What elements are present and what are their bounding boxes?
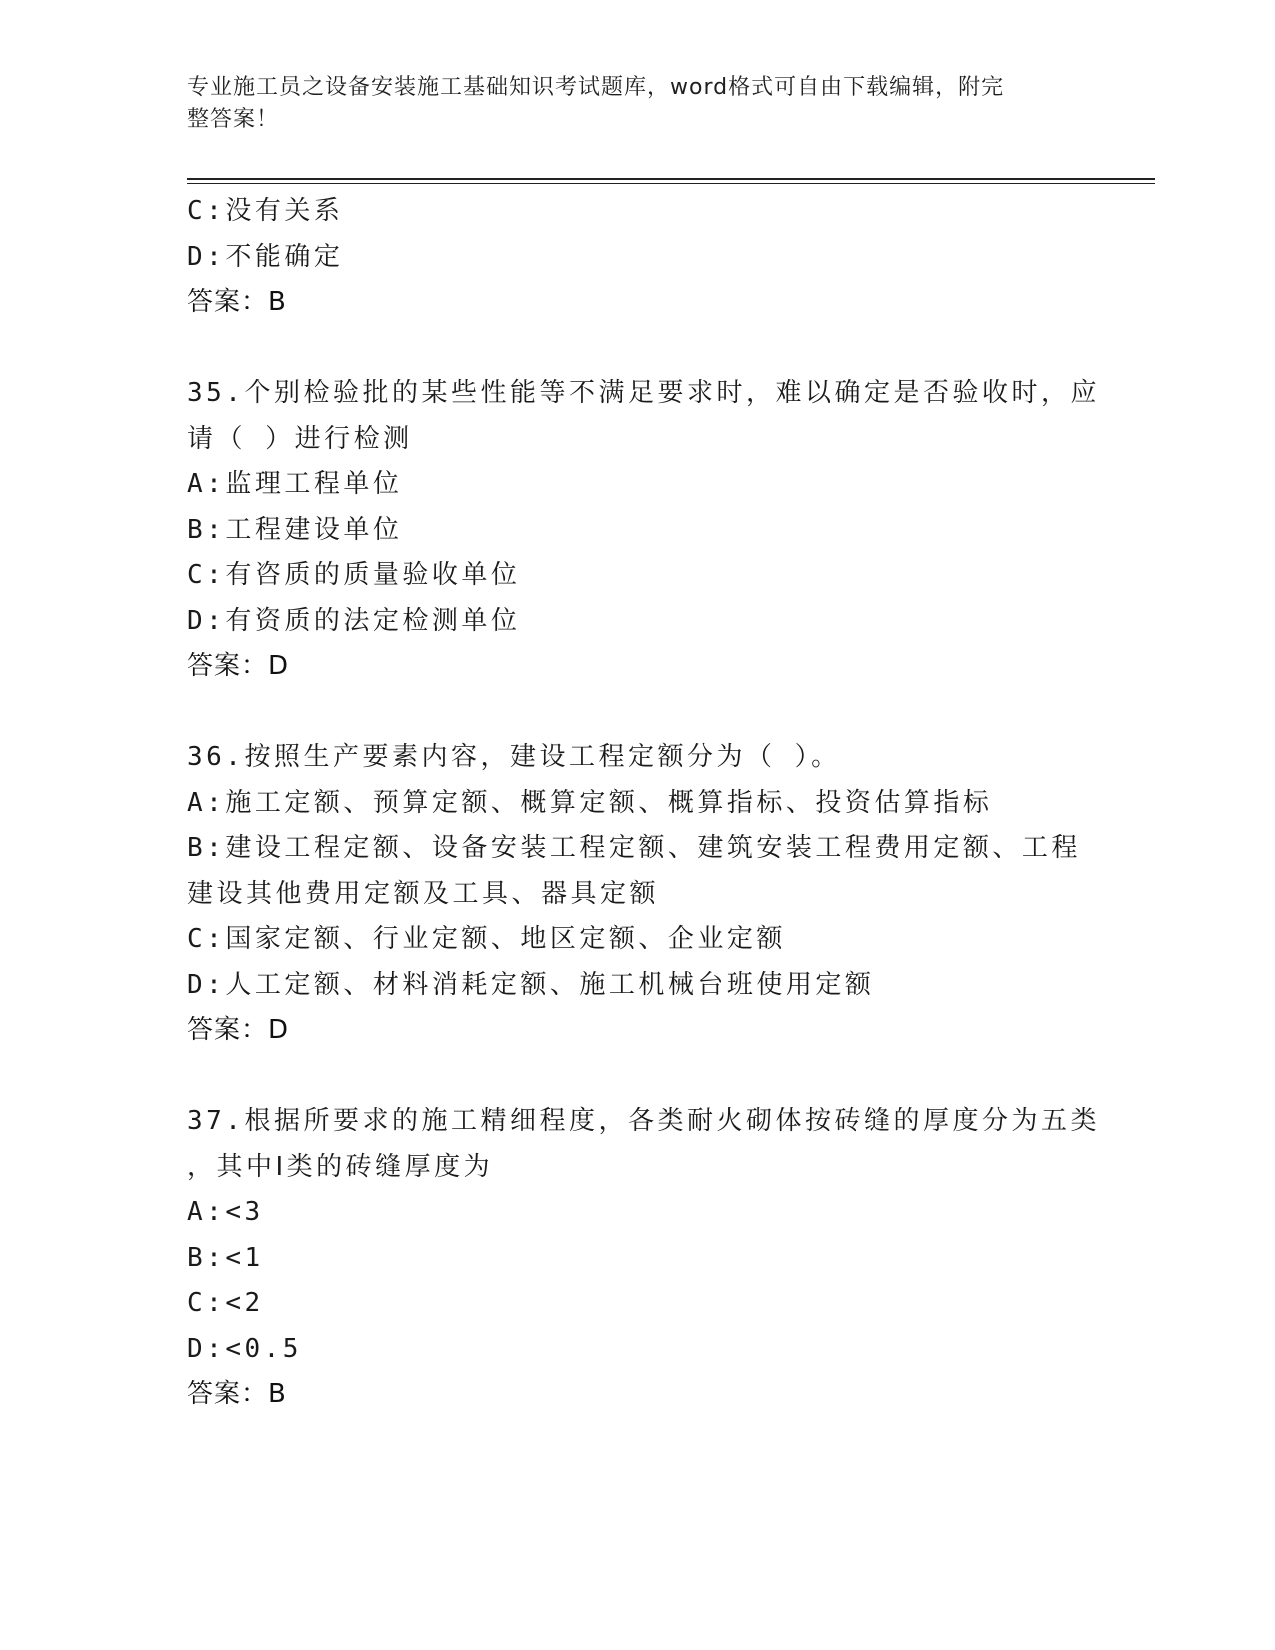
question-stem: 36.按照生产要素内容，建设工程定额分为（ ）。 xyxy=(187,742,841,772)
header-divider-thick xyxy=(187,178,1155,180)
option-b xyxy=(187,826,1087,872)
option-d xyxy=(187,963,1087,1009)
option-a xyxy=(187,1190,1087,1236)
option-key: C: xyxy=(187,560,226,590)
option-key: D: xyxy=(187,241,226,272)
answer-line: 答案：D xyxy=(187,1015,290,1045)
header-divider-thin xyxy=(187,183,1155,184)
spacer xyxy=(187,690,1087,736)
option-b-continued xyxy=(187,872,1087,918)
option-key: D: xyxy=(187,969,226,1000)
option-b xyxy=(187,508,1087,554)
question-stem: 35.个别检验批的某些性能等不满足要求时，难以确定是否验收时，应 xyxy=(187,378,1100,408)
option-text: 工程建设单位 xyxy=(225,514,403,545)
option-key: C: xyxy=(187,924,226,954)
option-key: D: xyxy=(187,1333,226,1364)
question-list xyxy=(187,189,1100,1418)
document-header xyxy=(187,72,1067,136)
spacer xyxy=(187,326,1087,372)
option-text: <2 xyxy=(225,1288,264,1318)
option-key: B: xyxy=(187,1242,226,1273)
option-text: 施工定额、预算定额、概算定额、概算指标、投资估算指标 xyxy=(225,787,993,818)
question-35 xyxy=(187,371,1100,690)
option-text: 人工定额、材料消耗定额、施工机械台班使用定额 xyxy=(225,969,875,1000)
option-text: 建设其他费用定额及工具、器具定额 xyxy=(187,878,660,909)
option-a xyxy=(187,781,1087,827)
answer-line: 答案：D xyxy=(187,651,290,681)
answer-line: 答案：B xyxy=(187,1379,287,1409)
option-key: B: xyxy=(187,833,226,863)
option-d xyxy=(187,1327,1087,1373)
answer-line: 答案：B xyxy=(187,287,287,317)
option-text: <3 xyxy=(225,1197,264,1227)
option-c xyxy=(187,553,1087,599)
question-34-tail xyxy=(187,189,1087,326)
option-c xyxy=(187,189,1087,235)
option-key: A: xyxy=(187,469,226,499)
question-stem: 请（ ）进行检测 xyxy=(187,423,413,454)
option-text: 有资质的法定检测单位 xyxy=(225,605,521,636)
option-key: A: xyxy=(187,787,226,818)
option-text: 国家定额、行业定额、地区定额、企业定额 xyxy=(225,924,786,954)
question-37 xyxy=(187,1099,1100,1418)
option-key: D: xyxy=(187,605,226,636)
option-a xyxy=(187,462,1087,508)
option-text: <1 xyxy=(225,1242,264,1273)
option-text: 建设工程定额、设备安装工程定额、建筑安装工程费用定额、工程 xyxy=(225,833,1081,863)
option-text: 监理工程单位 xyxy=(225,469,403,499)
option-key: A: xyxy=(187,1197,226,1227)
option-text: 不能确定 xyxy=(225,241,344,272)
question-36 xyxy=(187,735,1087,1054)
option-key: C: xyxy=(187,196,226,226)
option-text: 有咨质的质量验收单位 xyxy=(225,560,521,590)
option-c xyxy=(187,917,1087,963)
header-line-2: 整答案！ xyxy=(187,107,280,132)
header-line-1: 专业施工员之设备安装施工基础知识考试题库，word格式可自由下载编辑，附完 xyxy=(187,75,1005,100)
option-key: B: xyxy=(187,514,226,545)
spacer xyxy=(187,1054,1087,1100)
option-text: 没有关系 xyxy=(225,196,344,226)
option-key: C: xyxy=(187,1288,226,1318)
option-d xyxy=(187,599,1087,645)
question-stem: ，其中Ⅰ类的砖缝厚度为 xyxy=(187,1151,494,1182)
question-stem: 37.根据所要求的施工精细程度，各类耐火砌体按砖缝的厚度分为五类 xyxy=(187,1106,1100,1136)
option-c xyxy=(187,1281,1087,1327)
option-b xyxy=(187,1236,1087,1282)
option-text: <0.5 xyxy=(225,1333,302,1364)
option-d xyxy=(187,235,1087,281)
